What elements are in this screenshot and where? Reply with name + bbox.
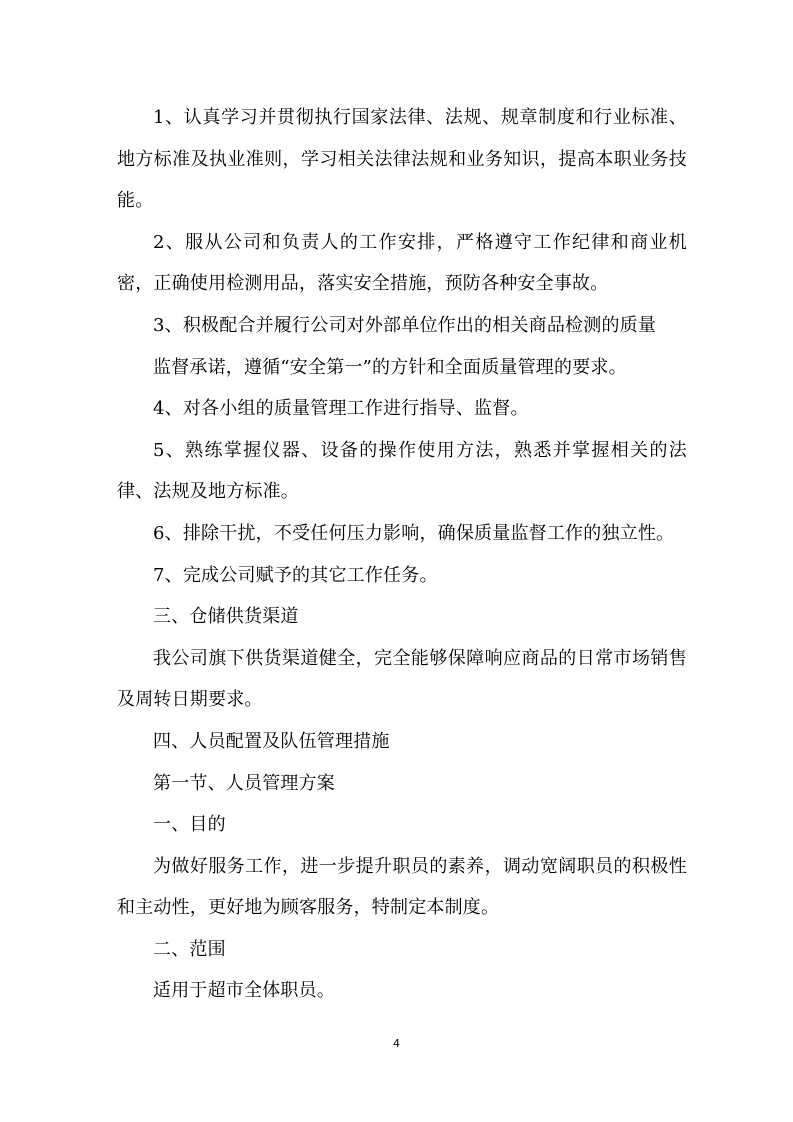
page-number: 4 xyxy=(393,1037,400,1050)
heading-purpose: 一、目的 xyxy=(153,814,226,836)
document-body xyxy=(117,97,687,1012)
heading-scope: 二、范围 xyxy=(153,938,226,960)
paragraph-purpose: 为做好服务工作，进一步提升职员的素养，调动宽阔职员的积极性和主动性，更好地为顾客服务，特制定本制度。 xyxy=(117,855,687,919)
heading-section-1: 第一节、人员管理方案 xyxy=(153,772,335,794)
paragraph-duty-3-continued: 监督承诺，遵循“安全第一”的方针和全面质量管理的要求。 xyxy=(153,356,627,378)
heading-supply-channels: 三、仓储供货渠道 xyxy=(153,606,299,628)
paragraph-duty-2: 2、服从公司和负责人的工作安排，严格遵守工作纪律和商业机密，正确使用检测用品，落实安全措施，预防各种安全事故。 xyxy=(117,231,687,295)
paragraph-supply: 我公司旗下供货渠道健全，完全能够保障响应商品的日常市场销售及周转日期要求。 xyxy=(117,647,687,711)
paragraph-duty-6: 6、排除干扰，不受任何压力影响，确保质量监督工作的独立性。 xyxy=(153,522,675,544)
paragraph-scope: 适用于超市全体职员。 xyxy=(153,980,335,1002)
paragraph-duty-4: 4、对各小组的质量管理工作进行指导、监督。 xyxy=(153,398,529,420)
paragraph-duty-7: 7、完成公司赋予的其它工作任务。 xyxy=(153,564,438,586)
paragraph-duty-5: 5、熟练掌握仪器、设备的操作使用方法，熟悉并掌握相关的法律、法规及地方标准。 xyxy=(117,439,687,503)
heading-staffing: 四、人员配置及队伍管理措施 xyxy=(153,730,390,752)
paragraph-duty-1: 1、认真学习并贯彻执行国家法律、法规、规章制度和行业标准、地方标准及执业准则，学习相关法律法规和业务知识，提高本职业务技能。 xyxy=(117,107,687,212)
paragraph-duty-3: 3、积极配合并履行公司对外部单位作出的相关商品检测的质量 xyxy=(153,314,657,336)
